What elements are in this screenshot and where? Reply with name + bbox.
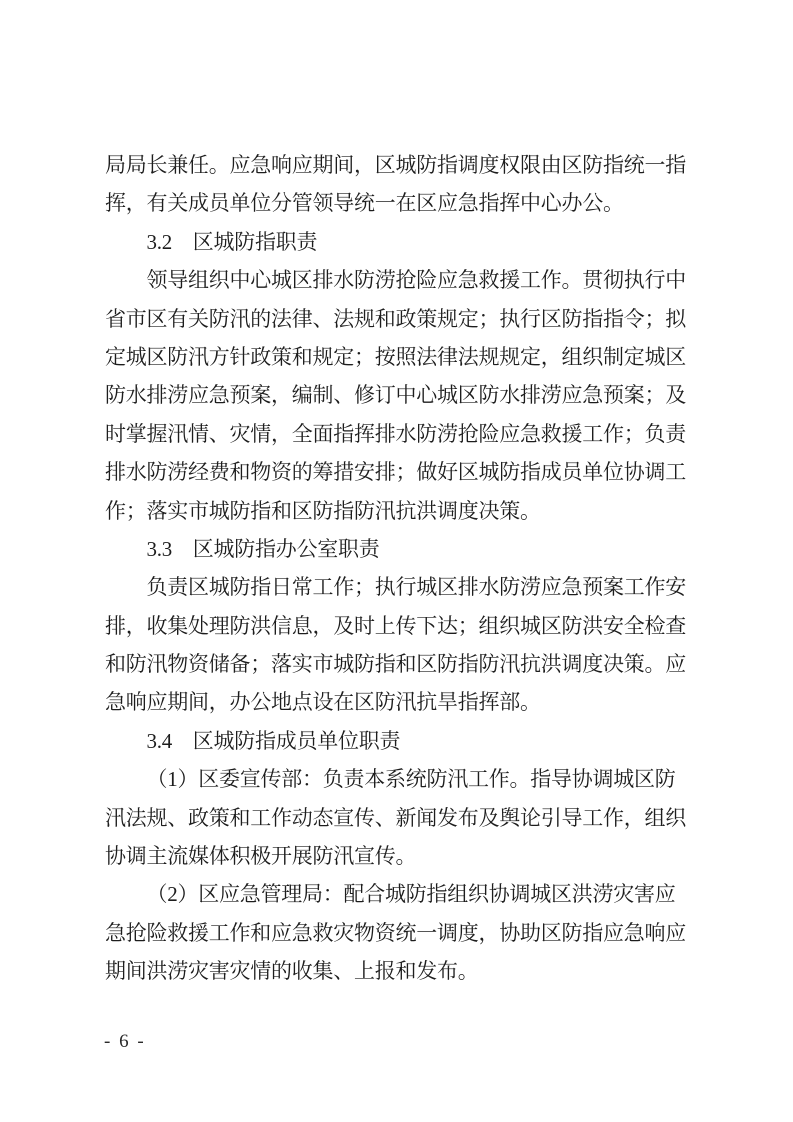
text-line: 排，收集处理防洪信息，及时上传下达；组织城区防洪安全检查 [105,613,686,638]
text-line: 省市区有关防汛的法律、法规和政策规定；执行区防指指令；拟 [105,306,686,331]
section-heading: 3.2 区城防指职责 [146,229,318,254]
section-heading: 3.4 区城防指成员单位职责 [146,728,401,753]
text-line: 急响应期间，办公地点设在区防汛抗旱指挥部。 [105,690,541,715]
document-body [105,146,689,991]
text-line: 作；落实市城防指和区防指防汛抗洪调度决策。 [105,498,541,523]
text-line: 防水排涝应急预案，编制、修订中心城区防水排涝应急预案；及 [105,383,686,408]
page-number: - 6 - [104,1031,146,1052]
text-line: 协调主流媒体积极开展防汛宣传。 [105,844,417,869]
text-line: 负责区城防指日常工作；执行城区排水防涝应急预案工作安 [146,575,686,600]
text-line: （1）区委宣传部：负责本系统防汛工作。指导协调城区防 [146,767,676,792]
text-line: 排水防涝经费和物资的筹措安排；做好区城防指成员单位协调工 [105,460,686,485]
text-line: 领导组织中心城区排水防涝抢险应急救援工作。贯彻执行中 [146,268,686,293]
section-heading: 3.3 区城防指办公室职责 [146,536,380,561]
text-line: 急抢险救援工作和应急救灾物资统一调度，协助区防指应急响应 [105,920,686,945]
text-line: 和防汛物资储备；落实市城防指和区防指防汛抗洪调度决策。应 [105,652,686,677]
text-line: 定城区防汛方针政策和规定；按照法律法规规定，组织制定城区 [105,344,686,369]
text-line: 局局长兼任。应急响应期间，区城防指调度权限由区防指统一指 [105,153,686,177]
text-line: 时掌握汛情、灾情，全面指挥排水防涝抢险应急救援工作；负责 [105,421,686,446]
text-line: 期间洪涝灾害灾情的收集、上报和发布。 [105,959,479,984]
text-line: 汛法规、政策和工作动态宣传、新闻发布及舆论引导工作，组织 [105,805,686,830]
text-line: 挥，有关成员单位分管领导统一在区应急指挥中心办公。 [105,191,624,216]
text-line: （2）区应急管理局：配合城防指组织协调城区洪涝灾害应 [146,882,676,907]
